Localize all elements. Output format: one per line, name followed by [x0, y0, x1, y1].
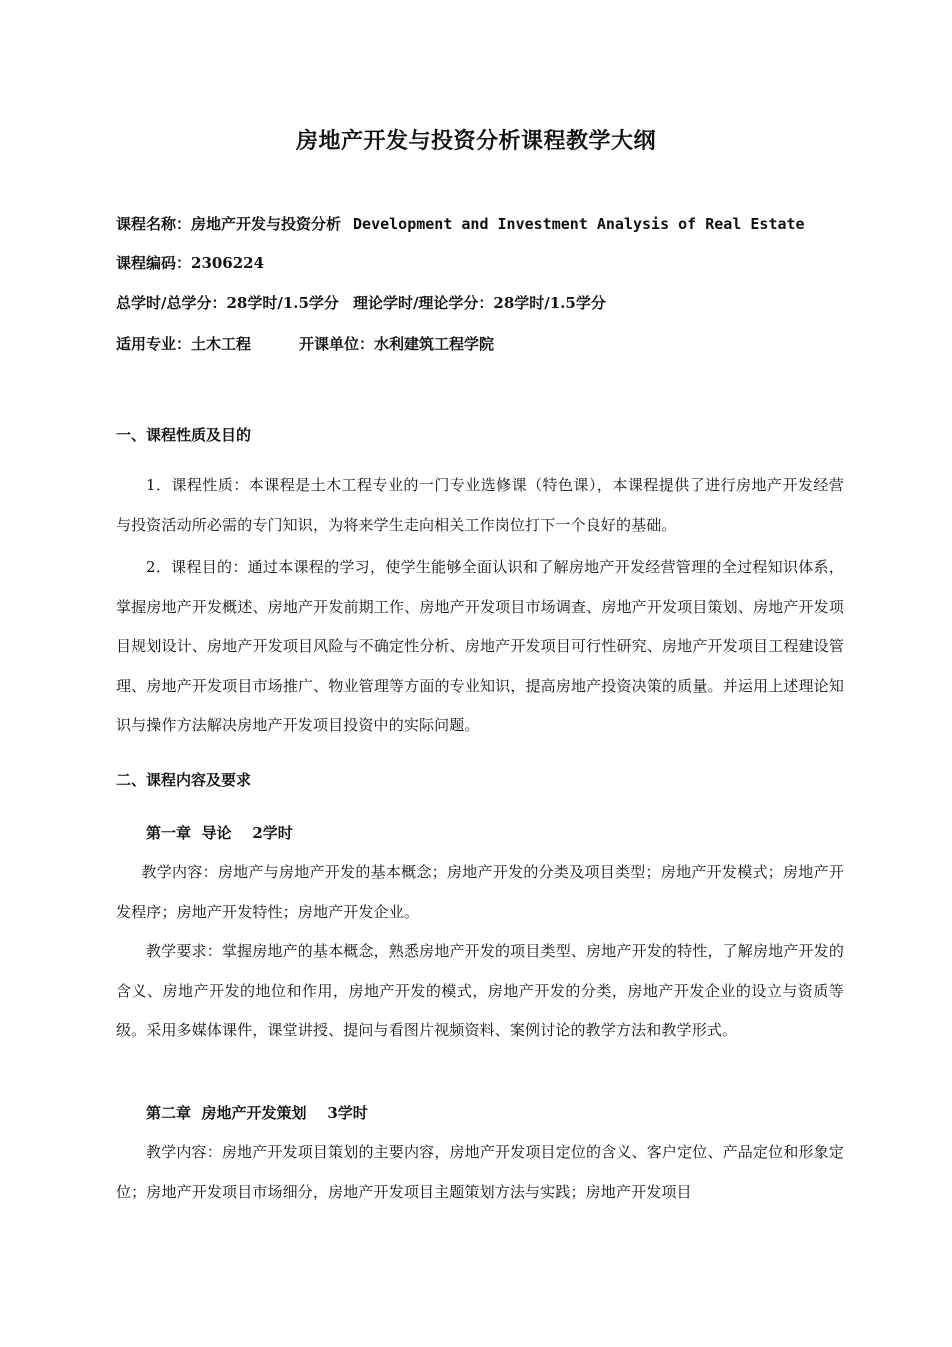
- course-name-en: Development and Investment Analysis of Real Estate: [353, 215, 805, 233]
- section1-paragraph-2: 2．课程目的：通过本课程的学习，使学生能够全面认识和了解房地产开发经营管理的全过程知识体系，掌握房地产开发概述、房地产开发前期工作、房地产开发项目市场调查、房地产开发项目策划、房地产开发项目规划设计、房地产开发项目风险与不确定性分析、房地产开发项目可行性研究、房地产开发项目工程建设管理、房地产开发项目市场推广、物业管理等方面的专业知识，提高房地产投资决策的质量。并运用上述理论知识与操作方法解决房地产开发项目投资中的实际问题。: [116, 558, 844, 734]
- hours-line: [116, 292, 856, 313]
- hours-theory: 理论学时/理论学分：28学时/1.5学分: [352, 294, 606, 312]
- section1-paragraph-1: 1．课程性质：本课程是土木工程专业的一门专业选修课（特色课），本课程提供了进行房地产开发经营与投资活动所必需的专门知识，为将来学生走向相关工作岗位打下一个良好的基础。: [116, 476, 844, 534]
- major-unit-line: [116, 333, 856, 354]
- unit: 开课单位：水利建筑工程学院: [299, 335, 495, 353]
- section1-heading: 一、课程性质及目的: [116, 426, 252, 444]
- chapter1-content: 教学内容：房地产与房地产开发的基本概念；房地产开发的分类及项目类型；房地产开发模式；房地产开发程序；房地产开发特性；房地产开发企业。: [116, 863, 844, 921]
- chapter1-requirement: 教学要求：掌握房地产的基本概念，熟悉房地产开发的项目类型、房地产开发的特性，了解房地产开发的含义、房地产开发的地位和作用，房地产开发的模式，房地产开发的分类，房地产开发企业的设立与资质等级。采用多媒体课件，课堂讲授、提问与看图片视频资料、案例讨论的教学方法和教学形式。: [116, 942, 844, 1039]
- document-title: 房地产开发与投资分析课程教学大纲: [295, 129, 656, 154]
- hours-total: 总学时/总学分：28学时/1.5学分: [116, 294, 339, 312]
- course-name-line: [116, 213, 856, 234]
- chapter1-heading: 第一章 导论 2学时: [146, 824, 293, 842]
- chapter2-heading: 第二章 房地产开发策划 3学时: [146, 1104, 368, 1122]
- section2-heading: 二、课程内容及要求: [116, 771, 252, 789]
- course-code: 课程编码：2306224: [116, 254, 265, 272]
- major: 适用专业：土木工程: [116, 335, 252, 353]
- chapter2-content: 教学内容：房地产开发项目策划的主要内容，房地产开发项目定位的含义、客户定位、产品定位和形象定位；房地产开发项目市场细分，房地产开发项目主题策划方法与实践；房地产开发项目: [116, 1143, 844, 1201]
- course-name-label: 课程名称：: [116, 215, 192, 233]
- course-name-cn: 房地产开发与投资分析: [191, 215, 342, 233]
